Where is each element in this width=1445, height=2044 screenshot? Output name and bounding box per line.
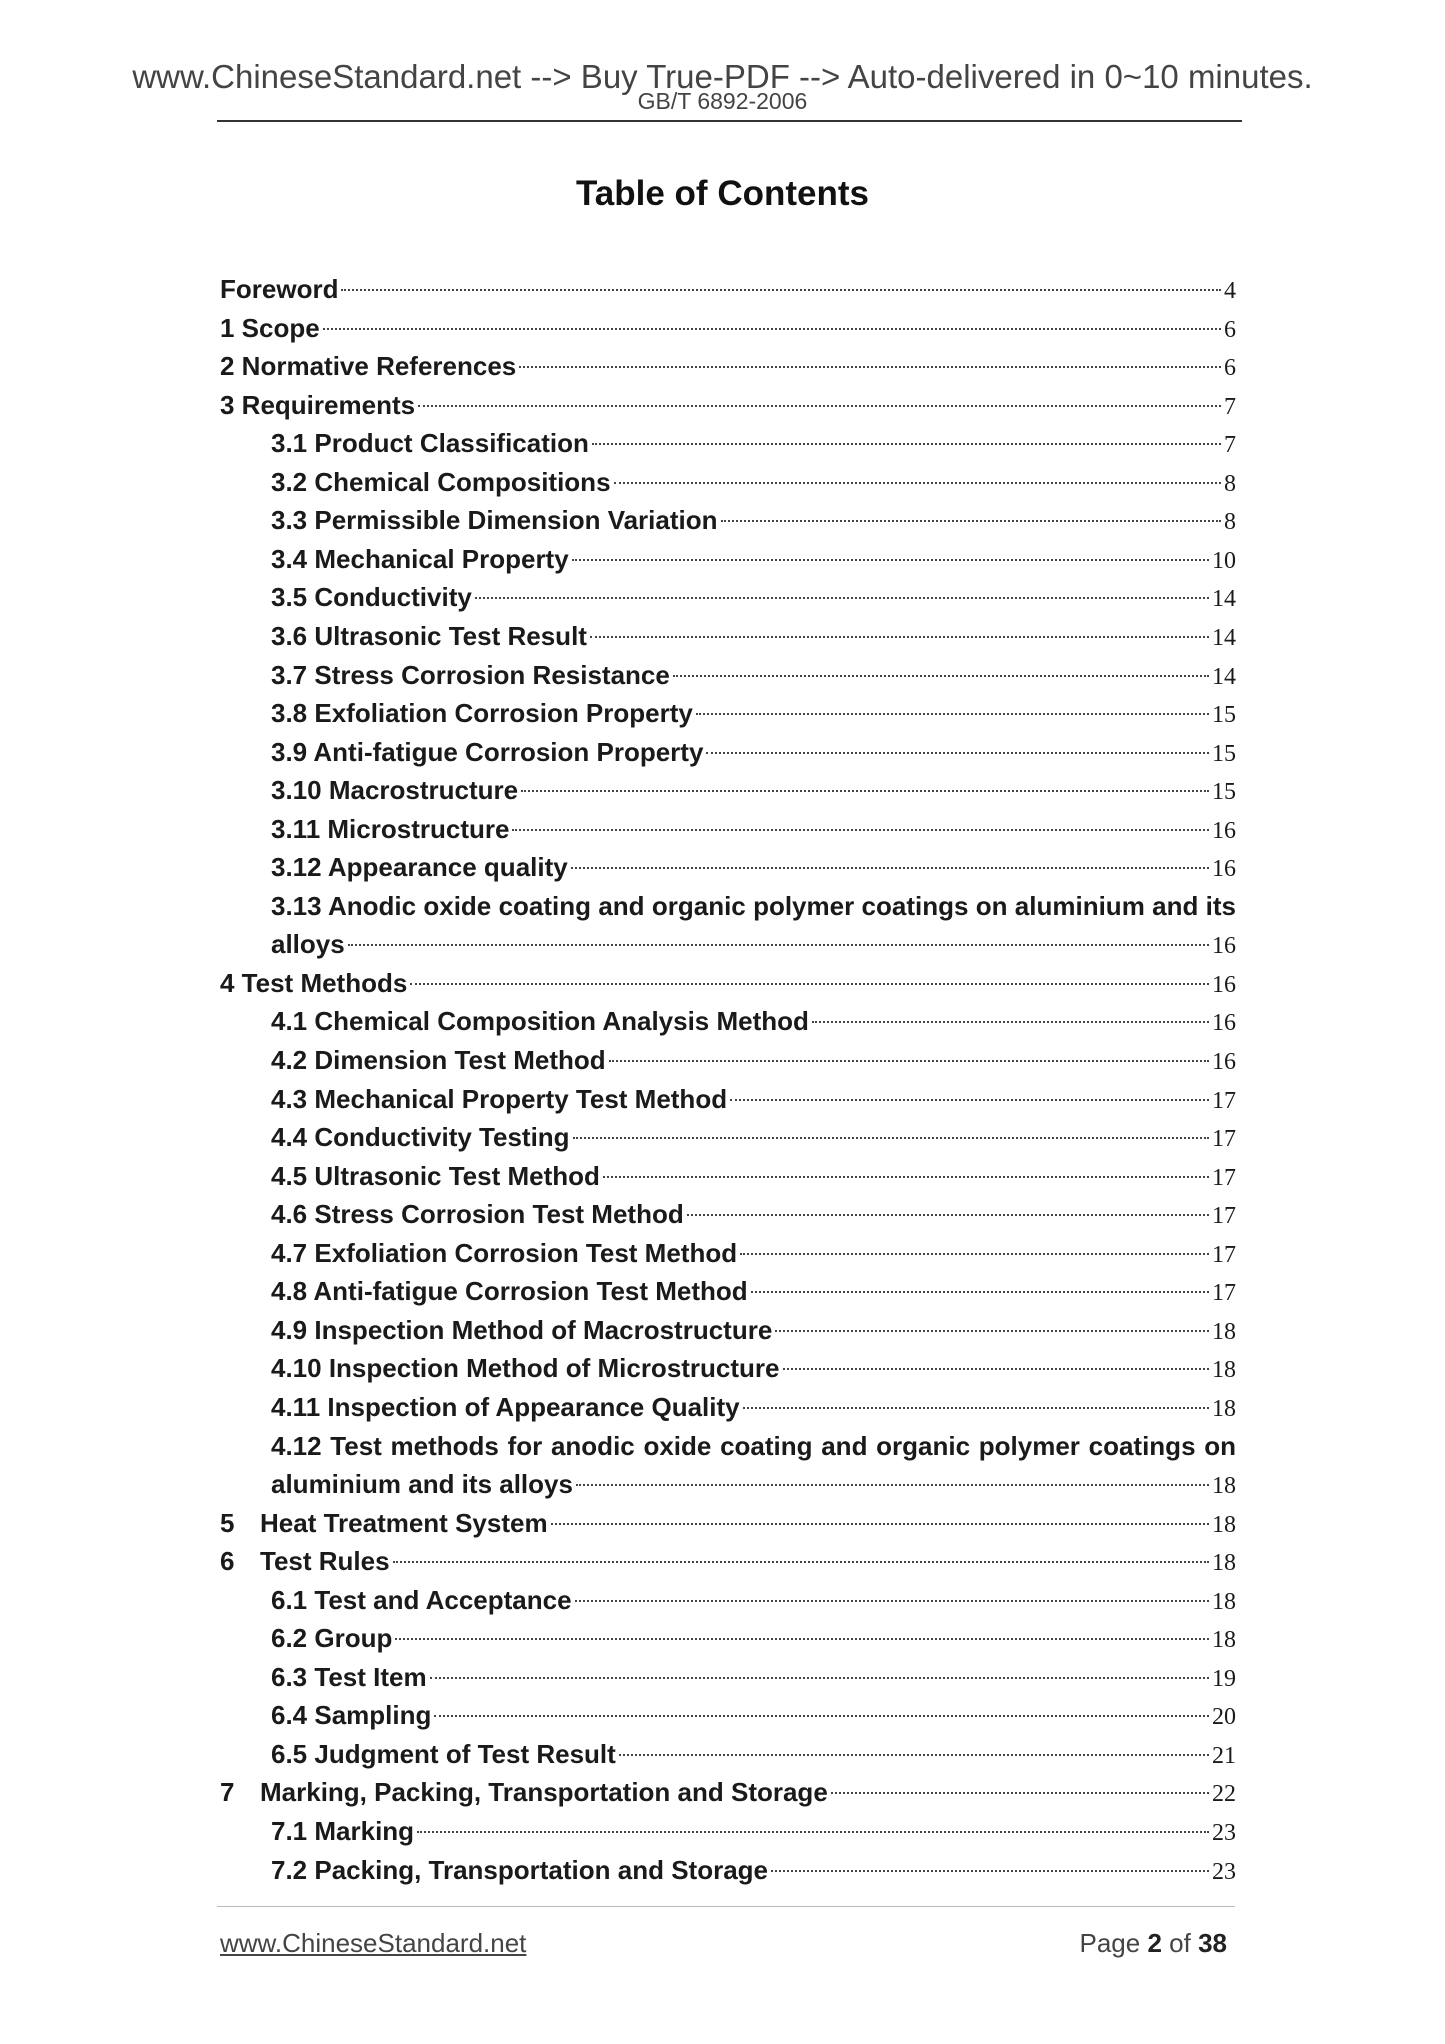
toc-dot-leader — [590, 636, 1209, 638]
toc-entry-title: aluminium and its alloys — [271, 1469, 573, 1499]
toc-dot-leader — [687, 1214, 1209, 1216]
toc-entry-title: 4.1 Chemical Composition Analysis Method — [271, 1006, 809, 1036]
header-divider — [217, 120, 1242, 122]
toc-entry-title: 4.2 Dimension Test Method — [271, 1045, 606, 1075]
toc-entry-title: 4.3 Mechanical Property Test Method — [271, 1084, 728, 1114]
toc-dot-leader — [395, 1638, 1209, 1640]
toc-entry-title: 6.1 Test and Acceptance — [271, 1585, 572, 1615]
toc-entry[interactable] — [271, 1080, 1236, 1118]
toc-entry-page: 17 — [1212, 1280, 1236, 1306]
toc-entry-title: 4 Test Methods — [220, 968, 408, 998]
toc-entry[interactable] — [271, 733, 1236, 771]
toc-entry[interactable] — [271, 1118, 1236, 1156]
toc-entry-title: 7.1 Marking — [271, 1816, 415, 1846]
toc-dot-leader — [475, 597, 1209, 599]
toc-dot-leader — [519, 366, 1221, 368]
toc-dot-leader — [417, 1831, 1209, 1833]
toc-entry-page: 4 — [1224, 278, 1236, 304]
toc-dot-leader — [575, 1600, 1209, 1602]
toc-dot-leader — [410, 983, 1209, 985]
toc-entry-page: 20 — [1212, 1704, 1236, 1730]
toc-dot-leader — [706, 752, 1209, 754]
toc-entry-page: 15 — [1212, 702, 1236, 728]
toc-entry-page: 21 — [1212, 1743, 1236, 1769]
toc-dot-leader — [696, 713, 1209, 715]
toc-entry-title: 4.7 Exfoliation Corrosion Test Method — [271, 1238, 738, 1268]
toc-entry-title: Test Rules — [260, 1546, 390, 1576]
toc-entry-page: 8 — [1224, 509, 1236, 535]
toc-entry-title: 3.2 Chemical Compositions — [271, 467, 611, 497]
toc-dot-leader — [572, 559, 1209, 561]
toc-entry-title: 3.3 Permissible Dimension Variation — [271, 505, 718, 535]
toc-entry-title: 3.11 Microstructure — [271, 814, 510, 844]
toc-dot-leader — [609, 1060, 1209, 1062]
toc-entry-number: 6 — [220, 1546, 235, 1576]
toc-entry[interactable] — [271, 501, 1236, 539]
toc-entry[interactable] — [271, 1619, 1236, 1657]
toc-dot-leader — [323, 328, 1221, 330]
toc-entry-title: 2 Normative References — [220, 351, 517, 381]
toc-entry-title: 3.1 Product Classification — [271, 428, 589, 458]
toc-entry-page: 18 — [1212, 1396, 1236, 1422]
toc-entry[interactable] — [220, 270, 1236, 308]
toc-entry-title: 3.5 Conductivity — [271, 582, 472, 612]
toc-entry-wrapped[interactable]: 4.12 Test methods for anodic oxide coating and organic polymer coatings on — [271, 1431, 1236, 1461]
toc-entry-page: 8 — [1224, 471, 1236, 497]
toc-entry-page: 18 — [1212, 1512, 1236, 1538]
toc-dot-leader — [393, 1561, 1209, 1563]
toc-entry[interactable] — [271, 1195, 1236, 1233]
toc-entry-number: 5 — [220, 1508, 235, 1538]
toc-entry-title: 3.7 Stress Corrosion Resistance — [271, 660, 670, 690]
toc-entry[interactable] — [220, 347, 1236, 385]
toc-entry-page: 17 — [1212, 1165, 1236, 1191]
toc-entry-title: 4.4 Conductivity Testing — [271, 1122, 570, 1152]
toc-entry[interactable] — [271, 810, 1236, 848]
toc-entry[interactable] — [271, 925, 1236, 963]
toc-entry[interactable] — [271, 1002, 1236, 1040]
toc-entry-title: 3 Requirements — [220, 390, 416, 420]
toc-entry[interactable] — [220, 1542, 1236, 1580]
toc-entry-page: 18 — [1212, 1473, 1236, 1499]
toc-entry[interactable] — [271, 1311, 1236, 1349]
toc-entry-title: 3.10 Macrostructure — [271, 775, 519, 805]
toc-entry-page: 17 — [1212, 1203, 1236, 1229]
toc-entry[interactable] — [271, 1735, 1236, 1773]
toc-entry-title: 4.10 Inspection Method of Microstructure — [271, 1353, 780, 1383]
toc-entry[interactable] — [271, 540, 1236, 578]
toc-entry-title: 3.6 Ultrasonic Test Result — [271, 621, 587, 651]
toc-dot-leader — [341, 289, 1221, 291]
toc-dot-leader — [614, 482, 1221, 484]
toc-entry[interactable] — [271, 1349, 1236, 1387]
toc-dot-leader — [775, 1330, 1209, 1332]
toc-entry[interactable] — [220, 309, 1236, 347]
toc-entry-number: 7 — [220, 1777, 235, 1807]
toc-entry-title: 6.4 Sampling — [271, 1700, 432, 1730]
toc-entry-page: 14 — [1212, 664, 1236, 690]
toc-entry-title: 1 Scope — [220, 313, 320, 343]
toc-entry-page: 17 — [1212, 1088, 1236, 1114]
toc-dot-leader — [551, 1523, 1209, 1525]
toc-entry-title: 4.5 Ultrasonic Test Method — [271, 1161, 600, 1191]
toc-entry-page: 16 — [1212, 818, 1236, 844]
toc-entry-title: 3.8 Exfoliation Corrosion Property — [271, 698, 693, 728]
toc-dot-leader — [673, 675, 1209, 677]
toc-dot-leader — [721, 520, 1221, 522]
toc-entry[interactable] — [271, 694, 1236, 732]
toc-entry[interactable] — [220, 1504, 1236, 1542]
toc-entry[interactable] — [271, 848, 1236, 886]
toc-entry-page: 18 — [1212, 1319, 1236, 1345]
toc-dot-leader — [831, 1792, 1209, 1794]
toc-entry-page: 6 — [1224, 355, 1236, 381]
toc-entry-page: 7 — [1224, 394, 1236, 420]
toc-entry[interactable] — [220, 964, 1236, 1002]
toc-entry-title: 3.12 Appearance quality — [271, 852, 568, 882]
toc-dot-leader — [603, 1176, 1209, 1178]
toc-entry[interactable] — [271, 1272, 1236, 1310]
toc-dot-leader — [751, 1291, 1209, 1293]
page-total: 38 — [1198, 1928, 1227, 1958]
toc-entry-page: 18 — [1212, 1550, 1236, 1576]
toc-entry-title: 4.8 Anti-fatigue Corrosion Test Method — [271, 1276, 748, 1306]
toc-entry[interactable] — [271, 1851, 1236, 1889]
toc-dot-leader — [521, 790, 1209, 792]
download-banner: www.ChineseStandard.net --> Buy True-PDF --> Auto-delivered in 0~10 minutes. — [132, 58, 1313, 95]
toc-entry-title: 6.3 Test Item — [271, 1662, 427, 1692]
toc-entry[interactable] — [271, 578, 1236, 616]
toc-dot-leader — [348, 944, 1209, 946]
toc-entry-page: 14 — [1212, 586, 1236, 612]
toc-entry[interactable] — [271, 1696, 1236, 1734]
toc-entry[interactable] — [271, 1658, 1236, 1696]
toc-entry-title: Foreword — [220, 274, 339, 304]
toc-entry-title: alloys — [271, 929, 345, 959]
page-prefix: Page — [1079, 1928, 1141, 1958]
toc-entry-page: 17 — [1212, 1242, 1236, 1268]
toc-entry[interactable] — [271, 656, 1236, 694]
toc-entry-title: 6.2 Group — [271, 1623, 393, 1653]
toc-entry-page: 23 — [1212, 1859, 1236, 1885]
toc-entry-page: 16 — [1212, 972, 1236, 998]
toc-entry[interactable] — [271, 617, 1236, 655]
toc-entry-page: 23 — [1212, 1820, 1236, 1846]
toc-dot-leader — [434, 1715, 1209, 1717]
toc-entry[interactable] — [271, 771, 1236, 809]
toc-entry-page: 17 — [1212, 1126, 1236, 1152]
toc-entry[interactable] — [271, 463, 1236, 501]
toc-entry-page: 15 — [1212, 779, 1236, 805]
toc-entry-page: 19 — [1212, 1666, 1236, 1692]
toc-entry-page: 18 — [1212, 1627, 1236, 1653]
toc-entry-title: 7.2 Packing, Transportation and Storage — [271, 1855, 769, 1885]
toc-entry-page: 16 — [1212, 933, 1236, 959]
toc-dot-leader — [576, 1484, 1209, 1486]
toc-entry[interactable] — [271, 1041, 1236, 1079]
toc-entry-page: 14 — [1212, 625, 1236, 651]
toc-entry[interactable] — [271, 1388, 1236, 1426]
toc-entry-page: 16 — [1212, 1010, 1236, 1036]
toc-entry-page: 22 — [1212, 1781, 1236, 1807]
toc-dot-leader — [743, 1407, 1209, 1409]
toc-dot-leader — [740, 1253, 1209, 1255]
toc-entry-title: Heat Treatment System — [260, 1508, 548, 1538]
toc-dot-leader — [573, 1137, 1209, 1139]
toc-entry-wrapped[interactable]: 3.13 Anodic oxide coating and organic polymer coatings on aluminium and its — [271, 891, 1236, 921]
toc-entry[interactable] — [271, 1581, 1236, 1619]
footer-divider — [217, 1906, 1235, 1907]
page-of: of — [1169, 1928, 1191, 1958]
toc-entry[interactable] — [271, 1465, 1236, 1503]
toc-dot-leader — [571, 867, 1209, 869]
toc-dot-leader — [592, 443, 1221, 445]
toc-entry-page: 18 — [1212, 1589, 1236, 1615]
toc-entry-page: 16 — [1212, 856, 1236, 882]
toc-entry-title: 3.4 Mechanical Property — [271, 544, 569, 574]
toc-entry[interactable] — [220, 1773, 1236, 1811]
toc-dot-leader — [512, 829, 1209, 831]
toc-entry[interactable] — [271, 1234, 1236, 1272]
toc-dot-leader — [418, 405, 1221, 407]
toc-entry-title: 3.9 Anti-fatigue Corrosion Property — [271, 737, 704, 767]
toc-dot-leader — [619, 1754, 1209, 1756]
page-current: 2 — [1147, 1928, 1162, 1958]
toc-entry[interactable] — [271, 1812, 1236, 1850]
toc-dot-leader — [430, 1677, 1209, 1679]
toc-entry-title: 4.9 Inspection Method of Macrostructure — [271, 1315, 773, 1345]
page-indicator — [1079, 1926, 1227, 1960]
standard-code: GB/T 6892-2006 — [637, 88, 808, 114]
toc-entry-page: 16 — [1212, 1049, 1236, 1075]
toc-entry[interactable] — [220, 386, 1236, 424]
toc-entry-page: 15 — [1212, 741, 1236, 767]
toc-entry-page: 10 — [1212, 548, 1236, 574]
toc-entry-title: 6.5 Judgment of Test Result — [271, 1739, 616, 1769]
toc-dot-leader — [783, 1368, 1209, 1370]
toc-dot-leader — [771, 1870, 1209, 1872]
toc-entry-title: 4.11 Inspection of Appearance Quality — [271, 1392, 740, 1422]
toc-entry[interactable] — [271, 424, 1236, 462]
footer-site-link[interactable]: www.ChineseStandard.net — [220, 1928, 527, 1958]
toc-dot-leader — [730, 1099, 1209, 1101]
toc-entry-page: 18 — [1212, 1357, 1236, 1383]
toc-entry-page: 7 — [1224, 432, 1236, 458]
toc-entry-title: Marking, Packing, Transportation and Storage — [260, 1777, 828, 1807]
toc-entry[interactable] — [271, 1157, 1236, 1195]
toc-entry-title: 4.6 Stress Corrosion Test Method — [271, 1199, 684, 1229]
toc-dot-leader — [812, 1021, 1209, 1023]
page-title: Table of Contents — [576, 174, 869, 213]
toc-entry-page: 6 — [1224, 317, 1236, 343]
